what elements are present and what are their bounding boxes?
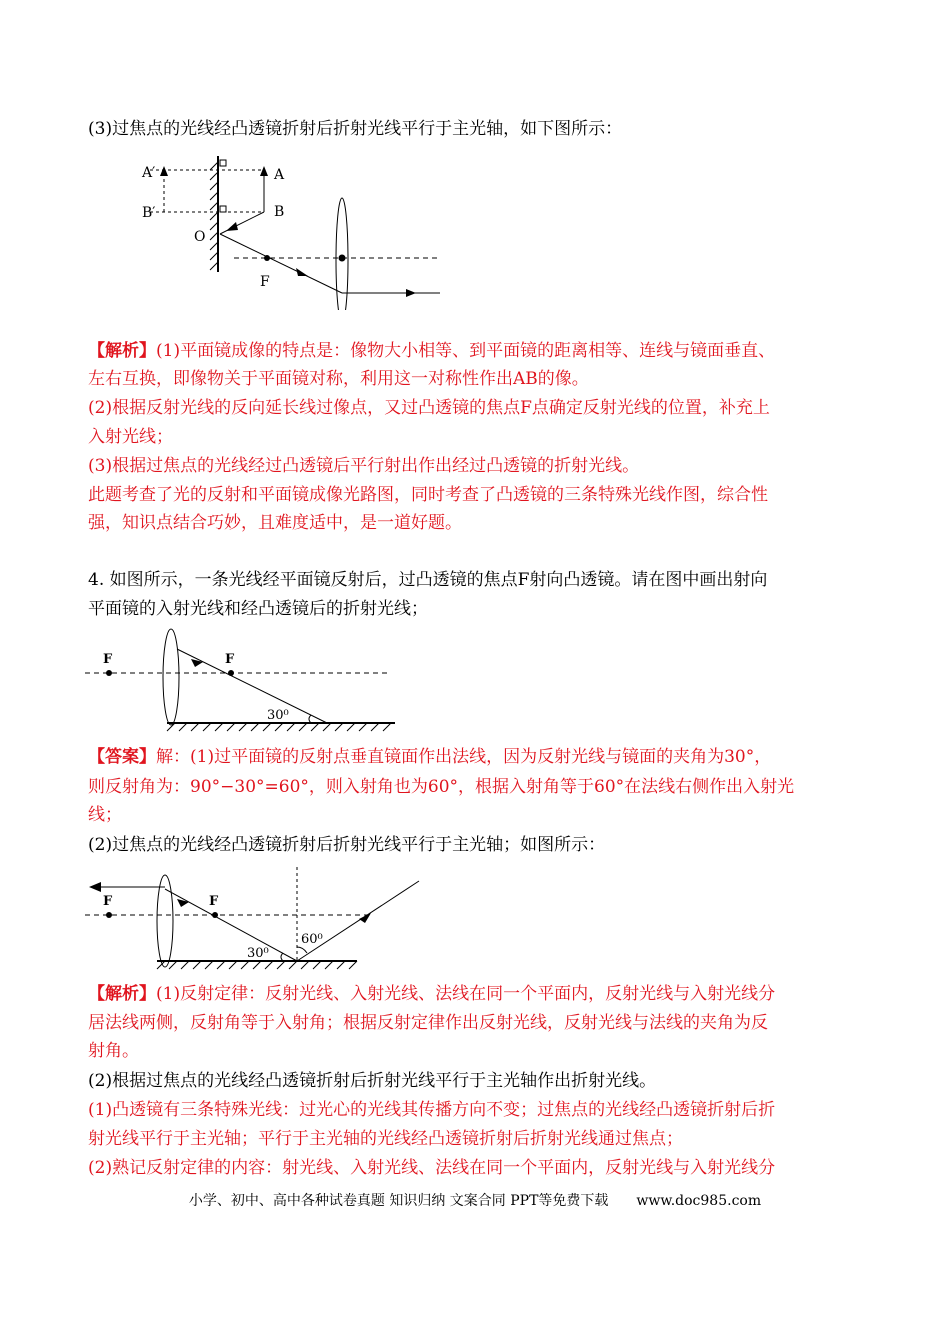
answer-line-1 <box>88 746 771 768</box>
analysis-line-1 <box>88 340 775 362</box>
answer-tag: 【答案】 <box>88 747 156 767</box>
analysis2-line-4: (2)根据过焦点的光线经凸透镜折射后折射光线平行于主光轴作出折射光线。 <box>88 1071 657 1091</box>
label-angle-30: 30⁰ <box>267 708 289 723</box>
analysis-tag: 【解析】 <box>88 341 156 361</box>
analysis2-line-6: 射光线平行于主光轴；平行于主光轴的光线经凸透镜折射后折射光线通过焦点； <box>88 1129 683 1149</box>
question-4-line-2: 平面镜的入射光线和经凸透镜后的折射光线； <box>88 599 428 619</box>
analysis-line-4: 入射光线； <box>88 427 173 447</box>
footer-text: 小学、初中、高中各种试卷真题 知识归纳 文案合同 PPT等免费下载 <box>188 1193 609 1209</box>
label-angle-30: 30⁰ <box>247 946 269 961</box>
label-a: A <box>274 167 285 183</box>
analysis2-line-3: 射角。 <box>88 1041 139 1061</box>
analysis2-line-7: (2)熟记反射定律的内容：射光线、入射光线、法线在同一个平面内，反射光线与入射光线分 <box>88 1158 776 1178</box>
label-f-right: F <box>225 652 235 667</box>
answer-text: 解：(1)过平面镜的反射点垂直镜面作出法线，因为反射光线与镜面的夹角为30°， <box>156 747 772 767</box>
analysis-line-2: 左右互换，即像物关于平面镜对称，利用这一对称性作出AB的像。 <box>88 369 589 389</box>
answer-line-2: 则反射角为：90°−30°=60°，则入射角也为60°，根据入射角等于60°在法线右侧作出入射光 <box>88 777 795 797</box>
figure-question-4 <box>85 625 405 735</box>
analysis-line-5: (3)根据过焦点的光线经过凸透镜后平行射出作出经过凸透镜的折射光线。 <box>88 456 640 476</box>
analysis-line-3: (2)根据反射光线的反向延长线过像点，又过凸透镜的焦点F点确定反射光线的位置，补充上 <box>88 398 770 418</box>
label-f-left: F <box>103 652 113 667</box>
label-o: O <box>194 229 206 245</box>
answer-line-3: (3)过焦点的光线经凸透镜折射后折射光线平行于主光轴，如下图所示： <box>88 119 623 139</box>
label-angle-60: 60⁰ <box>301 932 323 947</box>
question-4-line-1: 4. 如图所示，一条光线经平面镜反射后，过凸透镜的焦点F射向凸透镜。请在图中画出射向 <box>88 570 768 590</box>
figure-mirror-lens-1 <box>130 150 450 310</box>
footer-url[interactable]: www.doc985.com <box>636 1193 762 1209</box>
analysis2-text: (1)反射定律：反射光线、入射光线、法线在同一个平面内，反射光线与入射光线分 <box>156 984 776 1004</box>
analysis2-tag: 【解析】 <box>88 984 156 1004</box>
label-f: F <box>260 274 270 290</box>
analysis2-line-2: 居法线两侧，反射角等于入射角；根据反射定律作出反射光线，反射光线与法线的夹角为反 <box>88 1013 768 1033</box>
analysis-line-6: 此题考查了光的反射和平面镜成像光路图，同时考查了凸透镜的三条特殊光线作图，综合性 <box>88 485 768 505</box>
answer-line-4: (2)过焦点的光线经凸透镜折射后折射光线平行于主光轴；如图所示： <box>88 835 606 855</box>
analysis2-line-1 <box>88 983 775 1005</box>
label-f-left: F <box>103 894 113 909</box>
page-footer <box>0 1190 950 1210</box>
analysis-line-7: 强，知识点结合巧妙，且难度适中，是一道好题。 <box>88 513 462 533</box>
figure-answer-4 <box>85 865 430 975</box>
answer-line-3b: 线； <box>88 805 122 825</box>
analysis2-line-5: (1)凸透镜有三条特殊光线：过光心的光线其传播方向不变；过焦点的光线经凸透镜折射后折 <box>88 1100 776 1120</box>
label-f-right: F <box>209 894 219 909</box>
label-b-prime: B′ <box>142 205 156 221</box>
label-a-prime: A′ <box>142 165 156 181</box>
analysis-text: (1)平面镜成像的特点是：像物大小相等、到平面镜的距离相等、连线与镜面垂直、 <box>156 341 776 361</box>
label-b: B <box>274 204 285 220</box>
